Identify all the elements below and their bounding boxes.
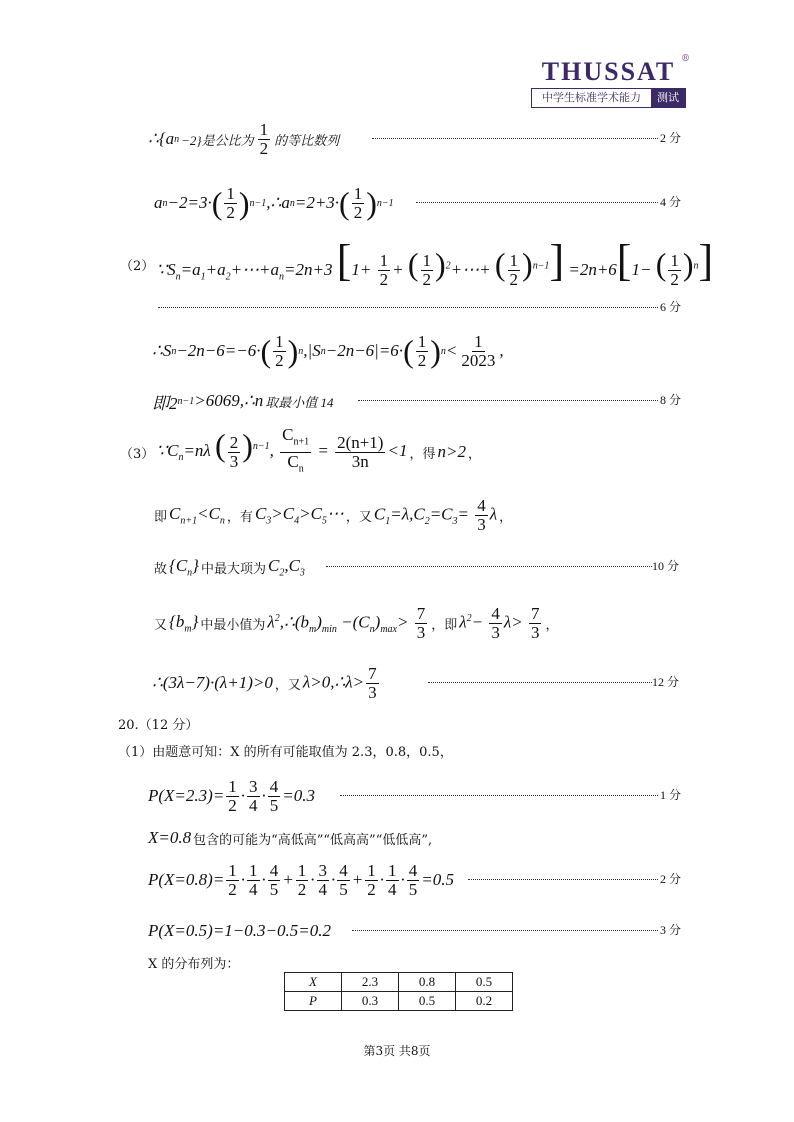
table-cell: 0.5 (399, 992, 456, 1011)
solution-line-11: ∴(3λ−7)·(λ+1)>0 ，又 λ>0,∴λ> $\frac{7}{3}$ 12 分 (152, 663, 680, 702)
logo-tagline: 中学生标准学术能力 (532, 89, 651, 107)
score-mark: 3 分 (660, 923, 682, 937)
score-mark: 8 分 (660, 393, 682, 407)
solution-line-8: 即 $C_{n+1}<C_n$ ，有 $C_3>C_4>C_5\cdots$ ，又 $C_1=\lambda,C_2=C_3=$ $\frac{4}{3}$ λ ， (154, 495, 513, 534)
solution-line-7: （3） $\because C_n=n\lambda$ ( $\frac{2}{3}$ )$^{n-1}$, $\frac{C_{n+1}}{C_n}$ = $\frac{2(n+1)}{3n}$ <1 ，得 n>2 ， (120, 425, 481, 474)
table-cell: 0.8 (399, 973, 456, 992)
score-mark: 2 分 (660, 872, 682, 886)
solution-line-2: a n −2=3· ( $\frac{1}{2}$ ) n−1 ,∴a n =2+3· ( $\frac{1}{2}$ ) n−1 4 分 (154, 183, 682, 222)
score-mark: 2 分 (660, 131, 682, 145)
distribution-label: X 的分布列为： (148, 957, 240, 972)
solution-line-16: P(X=0.8)= $\frac{1}{2}$ · $\frac{1}{4}$ · $\frac{4}{5}$ + $\frac{1}{2}$ · $\frac{3}{4}$ · $\frac{4}{5}$ + $\frac{1}{2}$ · $\frac{1}{4}$ · $\frac{4}{5}$ =0.5 2 分 (148, 860, 682, 899)
solution-line-15: X=0.8 包含的可能为“高低高”“低高高”“低低高”, (148, 828, 433, 848)
logo-wordmark: THUSSAT (541, 57, 676, 86)
solution-line-1: ∴{a n −2}是公比为 $\frac{1}{2}$ 的等比数列 2 分 (148, 119, 682, 158)
table-cell: 2.3 (342, 973, 399, 992)
table-cell: 0.3 (342, 992, 399, 1011)
solution-line-6: 即2 n−1 >6069,∴n 取最小值 14 8 分 (152, 391, 682, 413)
solution-line-3: （2） $\because S_n=a_1+a_2+\cdots+a_n=2n+3$ [1+ $\frac{1}{2}$ + ( $\frac{1}{2}$ )$^2$+⋯+ ( $\frac{1}{2}$ )$^{n-1}$] =2n+6[1− ( $\frac{1}{2}$ )$^n$] (120, 235, 714, 290)
solution-line-17: P(X=0.5)=1−0.3−0.5=0.2 3 分 (148, 921, 682, 940)
thussat-logo (531, 54, 690, 108)
table-row (285, 973, 513, 992)
table-cell: X (285, 973, 342, 992)
solution-line-10: 又 $\{b_m\}$ 中最小值为 $\lambda^2,\therefore(b_m)_{min} -(C_n)_{max}>$ $\frac{7}{3}$ ，即 $\lambda^2-$ $\frac{4}{3}$ λ> $\frac{7}{3}$ ， (154, 603, 559, 642)
score-mark: 10 分 (652, 559, 680, 573)
score-mark: 12 分 (652, 675, 680, 689)
question-20-heading: 20.（12 分） (118, 718, 199, 733)
score-mark: 4 分 (660, 195, 682, 209)
distribution-table (284, 972, 513, 1011)
solution-line-4 (0, 288, 794, 328)
table-cell: 0.5 (456, 973, 513, 992)
logo-tagline-bar (531, 88, 686, 108)
score-mark: 6 分 (660, 300, 682, 314)
solution-line-14: P(X=2.3)= $\frac{1}{2}$ · $\frac{3}{4}$ · $\frac{4}{5}$ =0.3 1 分 (148, 776, 682, 815)
registered-mark: ® (681, 54, 690, 64)
table-cell: 0.2 (456, 992, 513, 1011)
table-row (285, 992, 513, 1011)
logo-tag: 测试 (651, 89, 685, 107)
solution-line-13: （1）由题意可知：X 的所有可能取值为 2.3，0.8，0.5， (118, 745, 453, 760)
score-mark: 1 分 (660, 788, 682, 802)
solution-line-9: 故 $\{C_n\}$ 中最大项为 $C_2,C_3$ 10 分 (154, 555, 680, 579)
page-footer: 第3页 共8页 (363, 1044, 431, 1058)
table-cell: P (285, 992, 342, 1011)
solution-line-5: ∴S n −2n−6=−6· ( $\frac{1}{2}$ ) n ,|S n −2n−6|=6· ( $\frac{1}{2}$ ) n < $\frac{1}{2023}$ , (152, 331, 504, 370)
